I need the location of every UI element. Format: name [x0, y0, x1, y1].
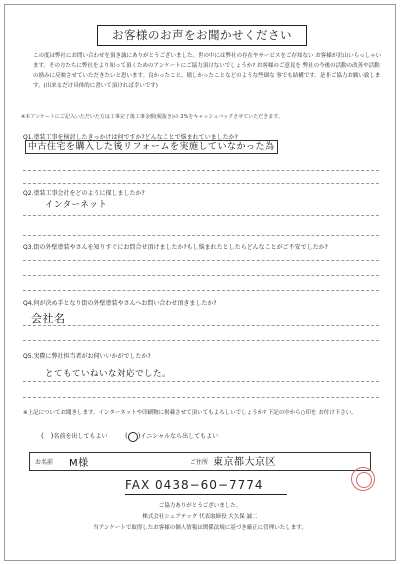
answer-line: [23, 397, 379, 398]
consent-question: ※上記についてお聞きします。インターネットや印刷物に掲載させて頂いてもよろしいでしょうか? 下記の中から○印を お付け下さい。: [23, 410, 357, 416]
answer-2: インターネット: [45, 200, 108, 210]
question-2: Q2.塗装工事会社をどのように探しましたか?: [23, 190, 145, 197]
answer-1: 中古住宅を購入した後リフォームを実施していなかった為: [25, 140, 278, 154]
option-name-ok[interactable]: ( )名前を出してもよい: [41, 432, 108, 440]
thanks-line-3: 当アンケートで取得したお客様の個人情報は関係法規に基づき厳正に管理いたします。: [93, 525, 307, 531]
answer-line: [23, 215, 379, 216]
fax-number: FAX 0438−60−7774: [125, 478, 264, 492]
answer-4: 会社名: [31, 312, 66, 325]
fax-underline: [125, 494, 287, 495]
answer-line: [23, 183, 379, 184]
option-initial-ok[interactable]: ( )イニシャルなら出してもよい: [125, 432, 219, 440]
name-value: M様: [69, 458, 89, 469]
answer-line: [23, 260, 379, 261]
intro-text: この度は弊社にお問い合わせを頂き誠にありがとうございました。世の中には弊社の存在やサービスをご存知ない お客様が沢山いらっしゃいます。その方たちに弊社をより知って頂くためのアンケートにご協力頂けないでしょうか? お客様のご意見を 弊社の今後の活動の改善や活動の励みに反映させていただきたいと思います。良かったこと、嬉しかったことなどのような些細な 事でも結構です。是非ご協力お願い致します。(出来るだけ具体的に書いて頂ければ幸いです): [33, 53, 382, 89]
address-value: 東京都大京区: [213, 457, 276, 468]
survey-sheet: [4, 4, 396, 561]
option-1-label: 名前を出してもよい: [53, 433, 108, 440]
address-label: ご住所: [190, 459, 209, 466]
answer-line: [23, 290, 379, 291]
question-1: Q1.塗装工事を検討したきっかけは何ですか?どんなことで悩まれていましたか?: [23, 134, 238, 141]
answer-line: [23, 340, 379, 341]
option-2-label: イニシャルなら出してもよい: [140, 433, 219, 440]
answer-line: [23, 381, 379, 382]
answer-line: [23, 325, 379, 326]
answer-line: [23, 235, 379, 236]
question-5: Q5.実際に弊社担当者がお伺いいかがでしたか?: [23, 353, 151, 360]
cashback-note: ※本アンケートにご記入いただいた方は工事完了後工事金額(税抜き)の 2%をキャッシュバックさせていただきます。: [21, 114, 283, 120]
thanks-line-2: 株式会社シェアテック 代表取締役 大久保 誠二: [142, 514, 258, 520]
name-label: お名前: [35, 459, 54, 466]
page-title: お客様のお声をお聞かせください: [97, 25, 307, 46]
seal-stamp-icon: [351, 467, 375, 491]
thanks-line-1: ご協力ありがとうございました。: [158, 503, 242, 509]
answer-5: とてもていねいな対応でした。: [45, 369, 172, 379]
answer-line: [23, 275, 379, 276]
question-3: Q3.街の外壁塗装やさんを知りすぐにお問合せ頂けましたか?もし悩まれたとしたらどんなことがご不安でしたか?: [23, 244, 328, 251]
answer-line: [23, 170, 379, 171]
question-4: Q4.何が決め手となり街の外壁塗装やさんへお問い合わせ頂きましたか?: [23, 300, 217, 307]
circle-mark-icon: [128, 432, 138, 442]
